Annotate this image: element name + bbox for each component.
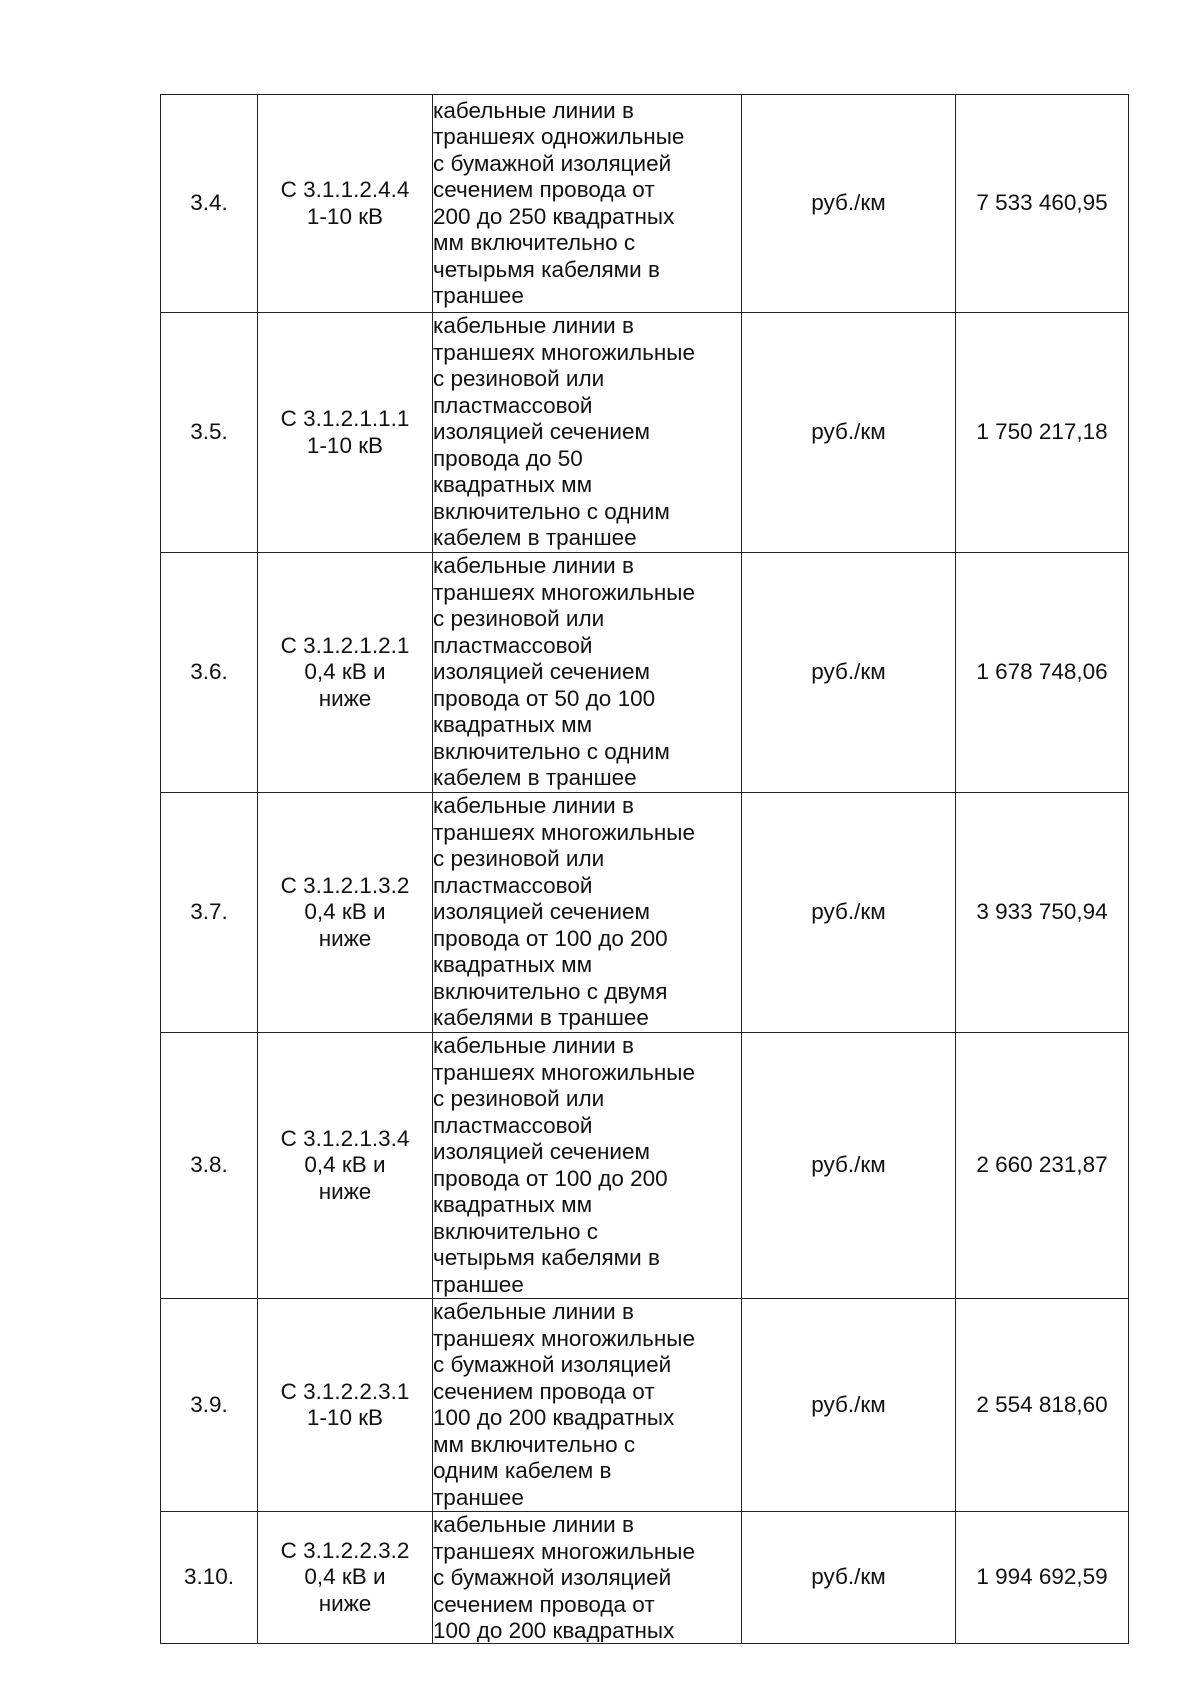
unit-cell: руб./км [742,95,956,313]
price-cell: 1 678 748,06 [956,553,1129,793]
description-cell [433,1512,742,1644]
tariff-code: С 3.1.2.1.3.4 0,4 кВ и ниже [280,1125,410,1204]
row-number-cell: 3.9. [161,1299,258,1512]
tariff-table-body [161,95,1129,1644]
description-cell [433,553,742,793]
table-row [161,95,1129,313]
unit-cell: руб./км [742,1033,956,1299]
description-text: кабельные линии в траншеях одножильные с бумажной изоляцией сечением провода от 200 до 250 квадратных мм включительно с четырьмя кабелями в траншее [433,97,685,308]
table-row [161,793,1129,1033]
tariff-code-cell [258,95,433,313]
description-text: кабельные линии в траншеях многожильные с бумажной изоляцией сечением провода от 100 до 200 квадратных [433,1512,695,1642]
price-cell: 7 533 460,95 [956,95,1129,313]
tariff-code: С 3.1.2.1.1.1 1-10 кВ [280,406,410,458]
price-cell: 1 994 692,59 [956,1512,1129,1644]
table-row [161,1033,1129,1299]
row-number-cell: 3.6. [161,553,258,793]
tariff-code-cell [258,1033,433,1299]
tariff-code: С 3.1.2.2.3.1 1-10 кВ [280,1378,410,1430]
row-number-cell: 3.10. [161,1512,258,1644]
price-cell: 2 554 818,60 [956,1299,1129,1512]
price-cell: 2 660 231,87 [956,1033,1129,1299]
unit-cell: руб./км [742,313,956,553]
tariff-code-cell [258,1299,433,1512]
row-number-cell: 3.7. [161,793,258,1033]
description-cell [433,95,742,313]
description-text: кабельные линии в траншеях многожильные с резиновой или пластмассовой изоляцией сечением провода от 100 до 200 квадратных мм включительно с двумя кабелями в траншее [433,793,695,1031]
description-text: кабельные линии в траншеях многожильные с резиновой или пластмассовой изоляцией сечением провода до 50 квадратных мм включительно с одним кабелем в траншее [433,313,695,551]
table-row [161,1299,1129,1512]
row-number-cell: 3.5. [161,313,258,553]
tariff-code-cell [258,1512,433,1644]
unit-cell: руб./км [742,793,956,1033]
unit-cell: руб./км [742,1512,956,1644]
price-cell: 3 933 750,94 [956,793,1129,1033]
description-text: кабельные линии в траншеях многожильные с резиновой или пластмассовой изоляцией сечением провода от 50 до 100 квадратных мм включительно с одним кабелем в траншее [433,553,695,791]
tariff-code: С 3.1.1.2.4.4 1-10 кВ [280,177,410,229]
description-cell [433,793,742,1033]
tariff-code: С 3.1.2.2.3.2 0,4 кВ и ниже [280,1537,410,1616]
unit-cell: руб./км [742,553,956,793]
price-cell: 1 750 217,18 [956,313,1129,553]
tariff-table [160,94,1129,1644]
description-cell [433,313,742,553]
row-number-cell: 3.4. [161,95,258,313]
description-text: кабельные линии в траншеях многожильные с резиновой или пластмассовой изоляцией сечением провода от 100 до 200 квадратных мм включительно с четырьмя кабелями в траншее [433,1033,695,1297]
tariff-code-cell [258,793,433,1033]
table-row [161,1512,1129,1644]
tariff-code: С 3.1.2.1.3.2 0,4 кВ и ниже [280,872,410,951]
tariff-code-cell [258,313,433,553]
row-number-cell: 3.8. [161,1033,258,1299]
table-row [161,553,1129,793]
tariff-code: С 3.1.2.1.2.1 0,4 кВ и ниже [280,632,410,711]
description-cell [433,1033,742,1299]
table-row [161,313,1129,553]
description-cell [433,1299,742,1512]
unit-cell: руб./км [742,1299,956,1512]
tariff-code-cell [258,553,433,793]
description-text: кабельные линии в траншеях многожильные с бумажной изоляцией сечением провода от 100 до 200 квадратных мм включительно с одним кабелем в траншее [433,1299,695,1510]
